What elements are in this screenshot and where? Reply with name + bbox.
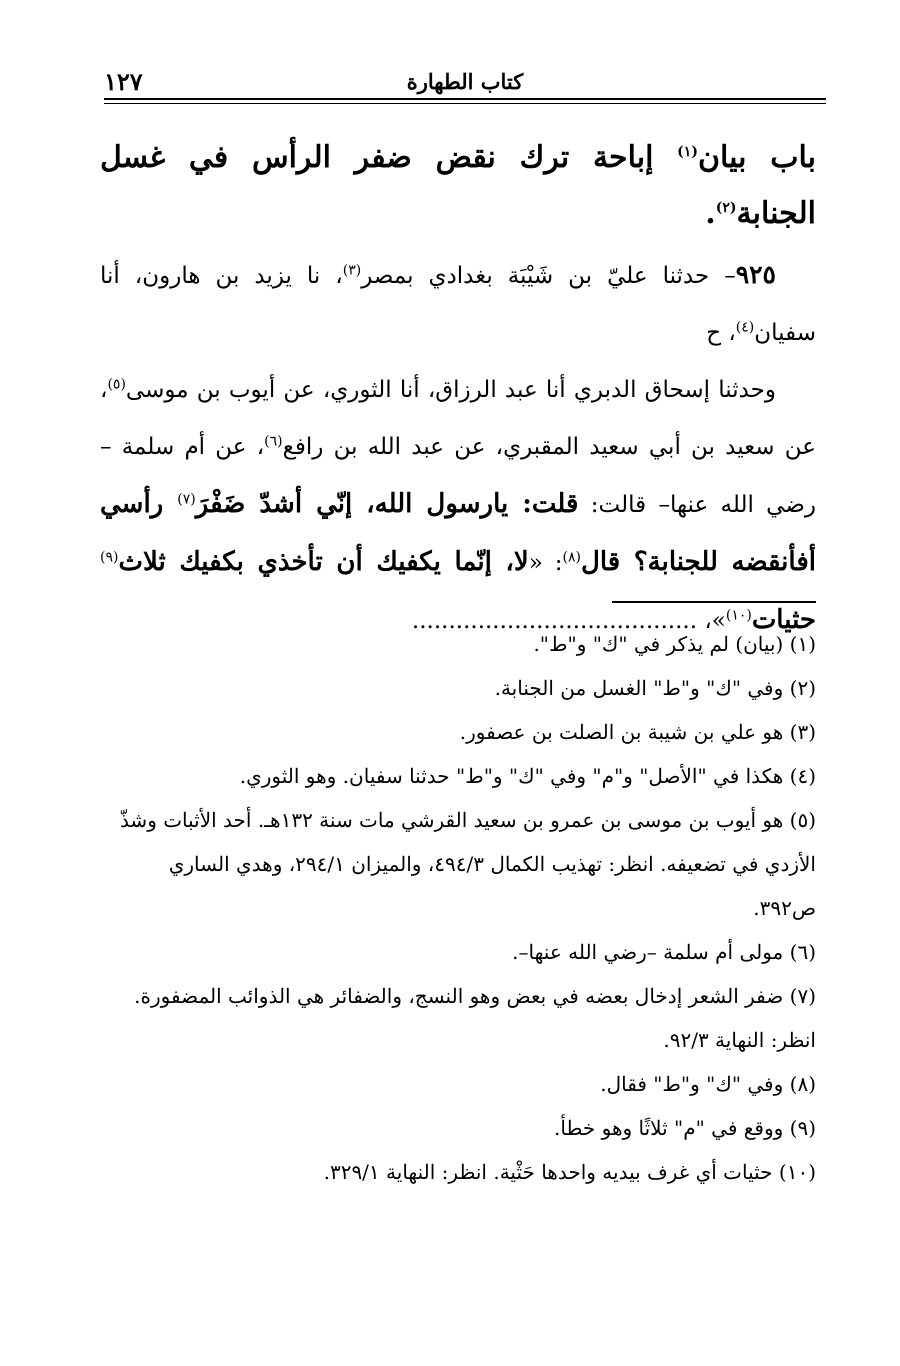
isnad-1-part-c: ، ح xyxy=(706,320,736,346)
footnote-ref-10: (١٠) xyxy=(725,607,752,624)
footnote-9: (٩) ووقع في "م" ثلاثًا وهو خطأ. xyxy=(554,1116,816,1140)
isnad-2-part-b: ، عن سعيد بن أبي سعيد المقبري، عن عبد الله بن رافع xyxy=(100,377,816,460)
isnad-1-part-a: – حدثنا عليّ بن شَيْبَة بغدادي بمصر xyxy=(361,263,736,289)
footnote-ref-7: (٧) xyxy=(177,491,196,508)
footnote-8: (٨) وفي "ك" و"ط" فقال. xyxy=(600,1072,816,1096)
quote-close: »، xyxy=(697,608,726,634)
footnote-ref-8: (٨) xyxy=(562,549,581,566)
footnote-7: (٧) ضفر الشعر إدخال بعضه في بعض وهو النسج، والضفائر هي الذوائب المضفورة. انظر: النهاية ٩٢/٣. xyxy=(134,984,816,1052)
chapter-title-rest: إباحة ترك نقض ضفر الرأس في غسل الجنابة xyxy=(100,140,816,231)
footnote-ref-6: (٦) xyxy=(264,433,283,450)
hadith-question-2: رأسي أفأنقضه للجنابة؟ قال xyxy=(100,489,816,577)
page-header xyxy=(104,58,826,98)
isnad-2-part-c: ، عن أم سلمة –رضي الله عنها– قالت: xyxy=(100,434,816,518)
header-rule-thin xyxy=(104,103,826,104)
isnad-2-part-a: وحدثنا إسحاق الدبري أنا عبد الرزاق، أنا الثوري، عن أيوب بن موسى xyxy=(125,377,776,403)
footnote-2: (٢) وفي "ك" و"ط" الغسل من الجنابة. xyxy=(494,676,816,700)
hadith-isnad-2 xyxy=(100,362,816,650)
hadith-isnad-1 xyxy=(100,246,816,362)
footnote-ref-9: (٩) xyxy=(100,549,119,566)
footnote-ref-1: (١) xyxy=(677,144,698,160)
quote-open: : « xyxy=(528,550,563,576)
running-title: كتاب الطهارة xyxy=(406,69,524,94)
footnote-1: (١) (بيان) لم يذكر في "ك" و"ط". xyxy=(533,632,816,656)
chapter-title-end: . xyxy=(705,196,716,231)
header-rule xyxy=(104,98,826,100)
hadith-number: ٩٢٥ xyxy=(735,260,776,289)
footnote-6: (٦) مولى أم سلمة –رضي الله عنها–. xyxy=(512,940,816,964)
hadith-answer-2: حثيات xyxy=(751,605,816,635)
footnote-10: (١٠) حثيات أي غرف بيديه واحدها حَثْية. انظر: النهاية ٣٢٩/١. xyxy=(323,1160,816,1184)
chapter-title-start: باب بيان xyxy=(697,140,816,175)
footnote-separator xyxy=(612,601,816,603)
isnad-1-part-b: ، نا يزيد بن هارون، أنا سفيان xyxy=(100,263,816,346)
hadith-answer: لا، إنّما يكفيك أن تأخذي بكفيك ثلاث xyxy=(118,547,529,577)
footnote-5: (٥) هو أيوب بن موسى بن عمرو بن سعيد القرشي مات سنة ١٣٢هـ. أحد الأثبات وشذّ الأزدي في تضعيفه. انظر: تهذيب الكمال ٤٩٤/٣، والميزان ٢٩٤/١، وهدي الساري ص٣٩٢. xyxy=(119,808,816,920)
footnote-ref-4: (٤) xyxy=(735,319,755,336)
footnote-3: (٣) هو علي بن شيبة بن الصلت بن عصفور. xyxy=(459,720,816,744)
page-number: ١٢٧ xyxy=(104,67,143,96)
ellipsis-dots: ....................................... xyxy=(411,608,698,634)
footnote-ref-2: (٢) xyxy=(715,200,737,216)
footnote-ref-3: (٣) xyxy=(342,262,362,279)
footnote-4: (٤) هكذا في "الأصل" و"م" وفي "ك" و"ط" حدثنا سفيان. وهو الثوري. xyxy=(239,764,816,788)
main-text xyxy=(100,130,816,650)
chapter-title xyxy=(100,130,816,242)
footnote-ref-5: (٥) xyxy=(107,376,126,393)
footnotes xyxy=(104,622,816,1194)
hadith-question: قلت: يارسول الله، إنّي أشدّ ضَفْرَ xyxy=(195,489,579,519)
